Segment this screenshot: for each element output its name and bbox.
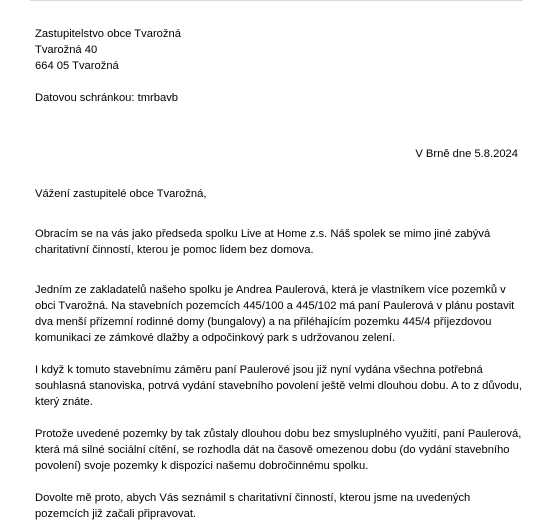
page-top-rule xyxy=(30,0,523,1)
paragraph-intro: Obracím se na vás jako předseda spolku Live at Home z.s. Náš spolek se mimo jiné zabývá charitativní činností, kterou je pomoc lidem bez domova. xyxy=(35,228,491,256)
paragraph-permits: I když k tomuto stavebnímu záměru paní Paulerové jsou již nyní vydána všechna potřebná souhlasná stanoviska, potrvá vydání stavebního povolení ještě velmi dlouhou dobu. A to z důvodu, který znáte. xyxy=(35,364,522,408)
recipient-name: Zastupitelstvo obce Tvarožná xyxy=(35,28,181,40)
recipient-address xyxy=(35,26,525,74)
letter-body xyxy=(35,26,525,522)
recipient-street: Tvarožná 40 xyxy=(35,44,98,56)
letter-date: V Brně dne 5.8.2024 xyxy=(415,148,518,160)
paragraph-temporary-use: Protože uvedené pozemky by tak zůstaly dlouhou dobu bez smysluplného využití, paní Paulerová, která má silné sociální cítění, se rozhodla dát na časově omezenou dobu (do vydání stavebního povolení) svoje pozemky k dispozici našemu dobročinnému spolku. xyxy=(35,428,522,472)
paragraph-founder-plots: Jedním ze zakladatelů našeho spolku je Andrea Paulerová, která je vlastníkem více pozemků v obci Tvarožná. Na stavebních pozemcích 445/100 a 445/102 má paní Paulerová v plánu postavit dva menší přízemní rodinné domy (bungalovy) a na přiléhajícím pozemku 445/4 příjezdovou komunikaci ze zámkové dlažby a odpočinkový park s udržovanou zelení. xyxy=(35,284,515,344)
paragraph-closing: Dovolte mě proto, abych Vás seznámil s charitativní činností, kterou jsme na uvedených pozemcích již začali připravovat. xyxy=(35,492,471,520)
recipient-city: 664 05 Tvarožná xyxy=(35,60,119,72)
salutation: Vážení zastupitelé obce Tvarožná, xyxy=(35,188,207,200)
recipient-databox: Datovou schránkou: tmrbavb xyxy=(35,92,179,104)
